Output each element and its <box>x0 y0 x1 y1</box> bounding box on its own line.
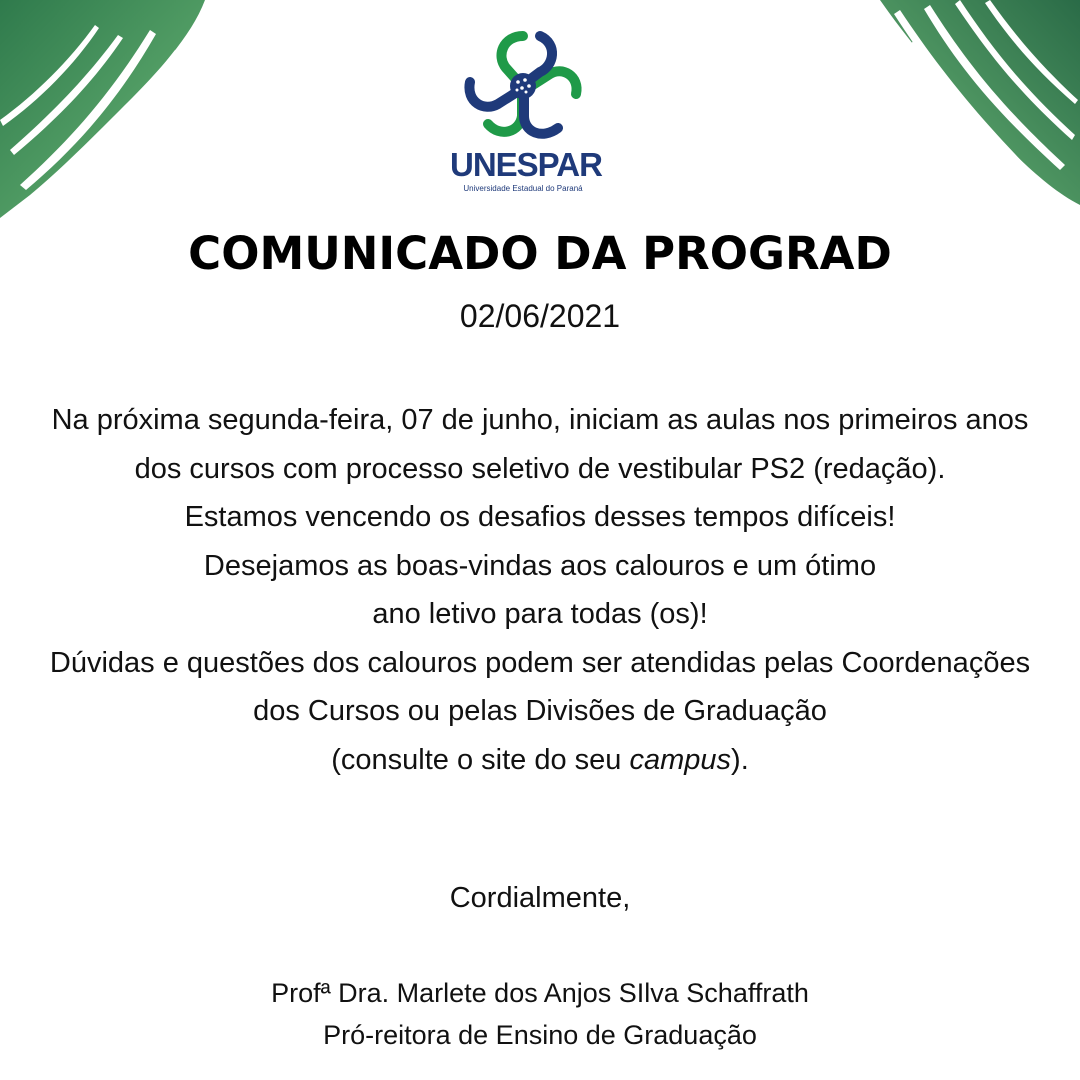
logo-subtitle: Universidade Estadual do Paraná <box>463 184 583 193</box>
paragraph-questions: Dúvidas e questões dos calouros podem ser atendidas pelas Coordenações dos Cursos ou pelas Divisões de Graduação <box>49 646 1031 727</box>
page-title: COMUNICADO DA PROGRAD <box>188 227 892 280</box>
signature-role: Pró-reitora de Ensino de Graduação <box>323 1020 757 1050</box>
signature-name: Profª Dra. Marlete dos Anjos SIlva Schaffrath <box>271 978 809 1008</box>
logo-wordmark: UNESPAR <box>450 146 602 183</box>
paragraph-classes-start: Na próxima segunda-feira, 07 de junho, iniciam as aulas nos primeiros anos dos cursos com processo seletivo de vestibular PS2 (redação). <box>51 404 1029 485</box>
announcement-date: 02/06/2021 <box>459 298 621 334</box>
corner-brush-left-decoration <box>0 0 210 220</box>
campus-italic-text: campus <box>629 743 732 776</box>
corner-brush-right-decoration <box>860 0 1080 210</box>
unespar-logo <box>450 24 602 193</box>
consult-open-text: (consulte o site do seu <box>331 743 630 776</box>
paragraph-challenges: Estamos vencendo os desafios desses tempos difíceis! <box>184 501 896 533</box>
closing-salutation: Cordialmente, <box>449 882 631 914</box>
unespar-emblem-icon <box>458 24 588 144</box>
paragraph-consult-site <box>40 736 1040 785</box>
paragraph-welcome-line-1: Desejamos as boas-vindas aos calouros e um ótimo <box>203 549 877 582</box>
paragraph-welcome-line-2: ano letivo para todas (os)! <box>372 598 708 630</box>
consult-close-text: ). <box>731 743 749 776</box>
announcement-body <box>40 396 1040 784</box>
signature-block <box>0 972 1080 1056</box>
